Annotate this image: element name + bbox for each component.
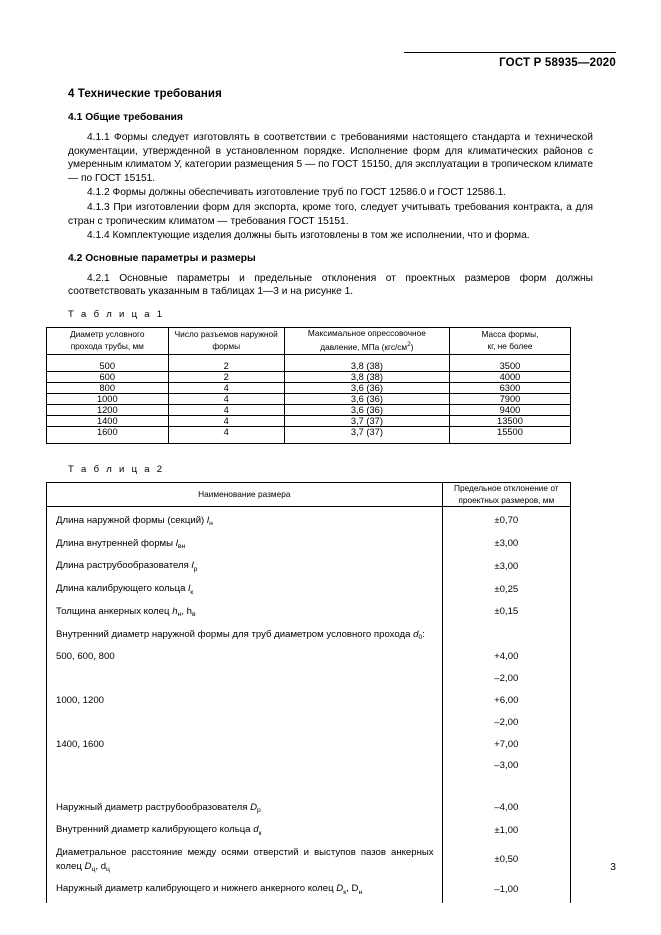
- table-row: [47, 668, 571, 690]
- cell-diameter: 600: [47, 371, 169, 382]
- cell-pressure: 3,6 (36): [284, 393, 449, 404]
- paragraph-4-2-1: 4.2.1 Основные параметры и предельные отклонения от проектных размеров форм должны соответствовать указанным в таблицах 1—3 и на рисунке 1.: [68, 272, 593, 298]
- cell-mass: 4000: [449, 371, 570, 382]
- table-row: [47, 690, 571, 712]
- label-text: :: [422, 628, 425, 640]
- variable-subscript: н: [209, 520, 213, 528]
- cell-dimension-name: [47, 878, 443, 903]
- cell-joints: 4: [168, 426, 284, 443]
- cell-dimension-name: [47, 819, 443, 842]
- label-text: Наружный диаметр раструбообразователя: [56, 801, 251, 813]
- header-line: Число разъемов наружной: [174, 329, 278, 340]
- table-row: [47, 646, 571, 668]
- variable-subscript: р: [193, 565, 198, 573]
- table-1-header-diameter: [47, 327, 169, 354]
- cell-deviation: –3,00: [442, 755, 570, 777]
- paragraph-4-1-1: 4.1.1 Формы следует изготовлять в соответствии с требованиями настоящего стандарта и технической документации, утвержденной в установленном порядке. Исполнение форм для климатических районов с умеренным климатом У, категории размещения 5 — по ГОСТ 15150, для эксплуатации в тропическом климате — по ГОСТ 15151.: [68, 132, 593, 184]
- table-1-header-mass: [449, 327, 570, 354]
- section-heading-4-1: 4.1 Общие требования: [68, 112, 183, 123]
- header-line: проектных размеров, мм: [458, 494, 555, 505]
- table-row: [47, 404, 571, 415]
- cell-dimension-name: [47, 601, 443, 624]
- page-number: 3: [610, 861, 616, 873]
- cell-diameter: 1400: [47, 415, 169, 426]
- label-text: , D: [346, 883, 359, 895]
- header-line: Диаметр условного: [70, 329, 145, 340]
- table-row: [47, 755, 571, 777]
- variable-subscript: к: [343, 888, 347, 896]
- cell-deviation: [442, 624, 570, 647]
- table-row: [47, 532, 571, 555]
- header-line: Максимальное опрессовочное: [307, 327, 426, 338]
- table-2-body: [47, 507, 571, 903]
- variable-subscript: 0: [418, 634, 423, 642]
- table-row: [47, 426, 571, 443]
- table-1-header-pressure: [284, 327, 449, 354]
- variable-subscript: ц: [91, 866, 96, 874]
- cell-dimension-name: [47, 755, 443, 777]
- variable-subscript: р: [257, 807, 261, 815]
- cell-diameter: 500: [47, 354, 169, 371]
- cell-mass: 9400: [449, 404, 570, 415]
- variable-symbol: D: [84, 860, 92, 872]
- label-text: Внутренний диаметр наружной формы для труб диаметром условного прохода: [56, 628, 414, 640]
- cell-diameter: 1600: [47, 426, 169, 443]
- variable-symbol: h: [172, 605, 178, 617]
- cell-dimension-name: [47, 532, 443, 555]
- table-row: [47, 878, 571, 903]
- cell-deviation: ±0,25: [442, 578, 570, 601]
- variable-symbol: l: [188, 583, 191, 595]
- cell-deviation: ±0,70: [442, 507, 570, 533]
- cell-deviation: –2,00: [442, 668, 570, 690]
- cell-mass: 15500: [449, 426, 570, 443]
- cell-pressure: 3,7 (37): [284, 426, 449, 443]
- header-line: Предельное отклонение от: [454, 482, 559, 493]
- cell-deviation: ±0,15: [442, 601, 570, 624]
- header-line: Масса формы,: [481, 329, 539, 340]
- cell-deviation: ±3,00: [442, 532, 570, 555]
- cell-joints: 4: [168, 415, 284, 426]
- cell-dimension-name: [47, 842, 443, 878]
- table-row: [47, 393, 571, 404]
- cell-deviation: –4,00: [442, 796, 570, 819]
- variable-subscript: к: [258, 829, 262, 837]
- table-row: [47, 733, 571, 755]
- table-2-header-deviation: [442, 482, 570, 507]
- cell-mass: 3500: [449, 354, 570, 371]
- table-1-header-joints: [168, 327, 284, 354]
- header-line: формы: [212, 340, 241, 351]
- cell-deviation: ±1,00: [442, 819, 570, 842]
- table-row: [47, 555, 571, 578]
- cell-dimension-name: [47, 507, 443, 533]
- variable-symbol: D: [336, 883, 344, 895]
- label-text: , d: [95, 860, 107, 872]
- header-line: [320, 342, 413, 352]
- label-text: Наружный диаметр калибрующего и нижнего анкерного колец: [56, 883, 337, 895]
- label-text: Длина калибрующего кольца: [56, 583, 189, 595]
- variable-subscript: н: [177, 611, 182, 619]
- cell-dimension-name: 1400, 1600: [47, 733, 443, 755]
- cell-dimension-name: [47, 796, 443, 819]
- cell-dimension-name: [47, 712, 443, 734]
- cell-diameter: 1200: [47, 404, 169, 415]
- table-row: [47, 507, 571, 533]
- cell-dimension-name: [47, 578, 443, 601]
- table-row: [47, 796, 571, 819]
- section-heading-4: 4 Технические требования: [68, 88, 222, 100]
- cell-joints: 4: [168, 382, 284, 393]
- label-text: Длина внутренней формы: [56, 537, 176, 549]
- label-text: Толщина анкерных колец: [56, 605, 173, 617]
- cell-dimension-name: 500, 600, 800: [47, 646, 443, 668]
- variable-symbol: l: [191, 560, 194, 572]
- cell-dimension-name: 1000, 1200: [47, 690, 443, 712]
- table-1-header-row: [47, 327, 571, 354]
- header-line: кг, не более: [487, 340, 533, 351]
- cell-pressure: 3,8 (38): [284, 371, 449, 382]
- paragraph-4-1-3: 4.1.3 При изготовлении форм для экспорта, кроме того, следует учитывать требования контракта, а для стран с тропическим климатом — требования ГОСТ 15151.: [68, 201, 593, 227]
- label-text: Внутренний диаметр калибрующего кольца: [56, 824, 254, 836]
- header-text: ): [410, 342, 414, 353]
- label-text: , h: [181, 605, 192, 617]
- page-content: [56, 88, 593, 903]
- cell-diameter: 1000: [47, 393, 169, 404]
- cell-mass: 7900: [449, 393, 570, 404]
- cell-deviation: +7,00: [442, 733, 570, 755]
- table-row: [47, 578, 571, 601]
- table-1-body: [47, 354, 571, 443]
- cell-spacer: [442, 777, 570, 796]
- variable-subscript: к: [190, 588, 194, 596]
- table-1-caption: Т а б л и ц а 1: [68, 308, 165, 320]
- table-row: [47, 842, 571, 878]
- paragraph-4-1-4: 4.1.4 Комплектующие изделия должны быть изготовлены в том же исполнении, что и форма.: [87, 230, 530, 242]
- table-row: [47, 624, 571, 647]
- cell-joints: 4: [168, 404, 284, 415]
- cell-joints: 2: [168, 371, 284, 382]
- superscript-two: 2: [407, 341, 411, 349]
- variable-subscript: ц: [106, 866, 110, 874]
- cell-dimension-name: [47, 668, 443, 690]
- cell-pressure: 3,6 (36): [284, 404, 449, 415]
- table-row: [47, 712, 571, 734]
- table-2-header-name: Наименование размера: [47, 482, 443, 507]
- cell-joints: 2: [168, 354, 284, 371]
- cell-mass: 6300: [449, 382, 570, 393]
- table-row: [47, 371, 571, 382]
- header-rule: [404, 52, 616, 53]
- cell-diameter: 800: [47, 382, 169, 393]
- cell-deviation: –2,00: [442, 712, 570, 734]
- paragraph-4-1-2: 4.1.2 Формы должны обеспечивать изготовление труб по ГОСТ 12586.0 и ГОСТ 12586.1.: [87, 187, 507, 199]
- cell-joints: 4: [168, 393, 284, 404]
- variable-subscript: вн: [177, 543, 186, 551]
- variable-symbol: l: [206, 514, 210, 526]
- label-text: Длина наружной формы (секций): [56, 514, 207, 526]
- label-text: Длина раструбообразователя: [56, 560, 192, 572]
- header-line: прохода трубы, мм: [70, 340, 144, 351]
- cell-deviation: ±0,50: [442, 842, 570, 878]
- cell-pressure: 3,6 (36): [284, 382, 449, 393]
- variable-subscript: в: [191, 611, 196, 619]
- variable-symbol: d: [253, 824, 259, 836]
- table-1: [46, 327, 571, 444]
- cell-mass: 13500: [449, 415, 570, 426]
- table-row: [47, 382, 571, 393]
- section-heading-4-2: 4.2 Основные параметры и размеры: [68, 252, 256, 264]
- label-text: Диаметральное расстояние между осями отверстий и выступов пазов анкерных колец: [56, 847, 434, 872]
- table-spacer-row: [47, 777, 571, 796]
- table-row: [47, 601, 571, 624]
- cell-deviation: –1,00: [442, 878, 570, 903]
- variable-symbol: d: [413, 628, 419, 640]
- cell-spacer: [47, 777, 443, 796]
- cell-deviation: +4,00: [442, 646, 570, 668]
- cell-deviation: ±3,00: [442, 555, 570, 578]
- header-text: давление, МПа (кгс/см: [320, 342, 408, 353]
- table-2-header-row: [47, 482, 571, 507]
- table-row: [47, 354, 571, 371]
- standard-identifier: ГОСТ Р 58935—2020: [499, 57, 616, 69]
- variable-symbol: D: [250, 801, 257, 813]
- table-2: [46, 482, 571, 904]
- variable-symbol: l: [175, 537, 178, 549]
- variable-subscript: н: [358, 888, 363, 896]
- cell-dimension-name: [47, 555, 443, 578]
- cell-pressure: 3,8 (38): [284, 354, 449, 371]
- table-row: [47, 819, 571, 842]
- table-2-caption: Т а б л и ц а 2: [68, 463, 165, 475]
- table-row: [47, 415, 571, 426]
- cell-dimension-name: [47, 624, 443, 647]
- cell-pressure: 3,7 (37): [284, 415, 449, 426]
- cell-deviation: +6,00: [442, 690, 570, 712]
